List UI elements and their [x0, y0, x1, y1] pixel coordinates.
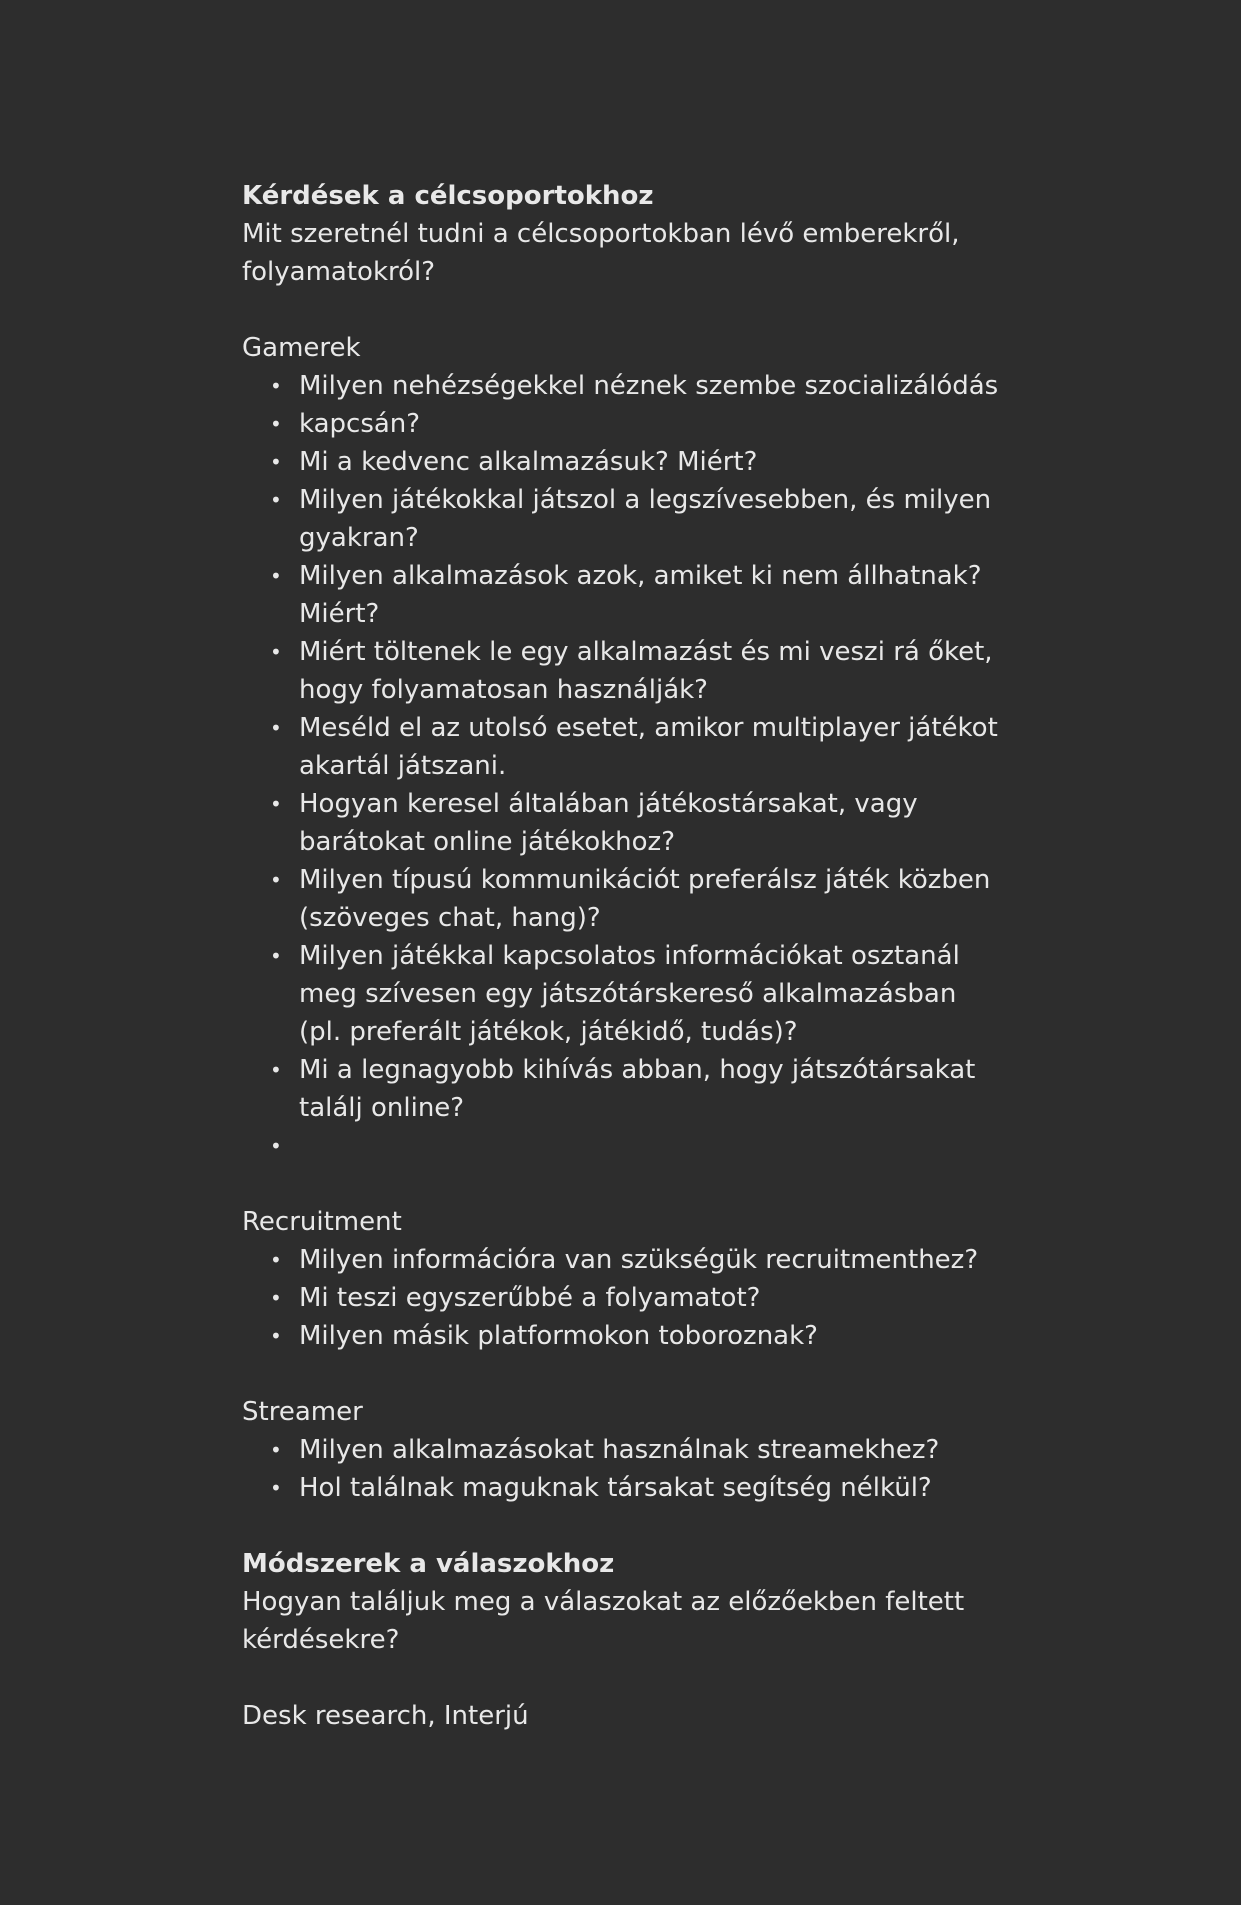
list-item	[242, 1279, 1042, 1317]
list-item	[242, 633, 1042, 709]
list-item-text: Milyen nehézségekkel néznek szembe szocializálódás	[299, 371, 999, 401]
list-item	[242, 557, 1042, 633]
list-item	[242, 1431, 1042, 1469]
list-item	[242, 1051, 1042, 1127]
list-item-text: Milyen alkalmazások azok, amiket ki nem állhatnak? Miért?	[299, 561, 982, 629]
list-item-text: Miért töltenek le egy alkalmazást és mi veszi rá őket, hogy folyamatosan használják?	[299, 637, 993, 705]
list-item-text: Hol találnak maguknak társakat segítség nélkül?	[299, 1473, 932, 1503]
list-item-text: kapcsán?	[299, 409, 421, 439]
bullet-icon: •	[270, 1134, 282, 1158]
bullet-icon: •	[270, 1248, 282, 1272]
bullet-icon: •	[270, 868, 282, 892]
bullet-icon: •	[270, 412, 282, 436]
list-item-text: Milyen alkalmazásokat használnak streamekhez?	[299, 1435, 940, 1465]
bullet-icon: •	[270, 1058, 282, 1082]
list-item	[242, 367, 1042, 405]
list-item-empty	[242, 1127, 1042, 1165]
list-item	[242, 443, 1042, 481]
bullet-icon: •	[270, 944, 282, 968]
list-item-text: Hogyan keresel általában játékostársakat, vagy barátokat online játékokhoz?	[299, 789, 918, 857]
bullet-icon: •	[270, 1476, 282, 1500]
recruitment-list	[242, 1241, 1042, 1355]
bullet-icon: •	[270, 640, 282, 664]
recruitment-title: Recruitment	[242, 1207, 402, 1237]
list-item-text: Mi a kedvenc alkalmazásuk? Miért?	[299, 447, 758, 477]
list-item	[242, 785, 1042, 861]
spacer	[242, 1659, 1042, 1697]
bullet-icon: •	[270, 488, 282, 512]
bullet-icon: •	[270, 1324, 282, 1348]
document-body	[242, 177, 1042, 1735]
bullet-icon: •	[270, 374, 282, 398]
list-item	[242, 937, 1042, 1051]
spacer	[242, 291, 1042, 329]
list-item-text: Mi teszi egyszerűbbé a folyamatot?	[299, 1283, 761, 1313]
bullet-icon: •	[270, 1438, 282, 1462]
streamer-list	[242, 1431, 1042, 1507]
bullet-icon: •	[270, 564, 282, 588]
list-item-text: Mi a legnagyobb kihívás abban, hogy játszótársakat találj online?	[299, 1055, 976, 1123]
bullet-icon: •	[270, 716, 282, 740]
list-item	[242, 1469, 1042, 1507]
list-item	[242, 1317, 1042, 1355]
methods-intro-line-1: Hogyan találjuk meg a válaszokat az előzőekben feltett	[242, 1587, 965, 1617]
streamer-title: Streamer	[242, 1397, 363, 1427]
bullet-icon: •	[270, 450, 282, 474]
spacer	[242, 1165, 1042, 1203]
spacer	[242, 1355, 1042, 1393]
list-item	[242, 405, 1042, 443]
methods-heading: Módszerek a válaszokhoz	[242, 1549, 615, 1579]
methods-intro-line-2: kérdésekre?	[242, 1625, 400, 1655]
list-item	[242, 481, 1042, 557]
bullet-icon: •	[270, 1286, 282, 1310]
list-item-text: Milyen másik platformokon toboroznak?	[299, 1321, 818, 1351]
questions-heading: Kérdések a célcsoportokhoz	[242, 181, 654, 211]
methods-answer: Desk research, Interjú	[242, 1701, 529, 1731]
bullet-icon: •	[270, 792, 282, 816]
list-item-text: Milyen játékokkal játszol a legszívesebben, és milyen gyakran?	[299, 485, 992, 553]
questions-intro-line-1: Mit szeretnél tudni a célcsoportokban lévő emberekről,	[242, 219, 960, 249]
list-item	[242, 861, 1042, 937]
list-item-text: Milyen játékkal kapcsolatos információkat osztanál meg szívesen egy játszótárskereső alkalmazásban (pl. preferált játékok, játékidő, tudás)?	[299, 941, 960, 1047]
spacer	[242, 1507, 1042, 1545]
questions-intro-line-2: folyamatokról?	[242, 257, 436, 287]
list-item	[242, 1241, 1042, 1279]
list-item	[242, 709, 1042, 785]
gamerek-list	[242, 367, 1042, 1165]
gamerek-title: Gamerek	[242, 333, 361, 363]
list-item-text: Milyen típusú kommunikációt preferálsz játék közben (szöveges chat, hang)?	[299, 865, 991, 933]
list-item-text: Meséld el az utolsó esetet, amikor multiplayer játékot akartál játszani.	[299, 713, 998, 781]
list-item-text: Milyen információra van szükségük recruitmenthez?	[299, 1245, 979, 1275]
